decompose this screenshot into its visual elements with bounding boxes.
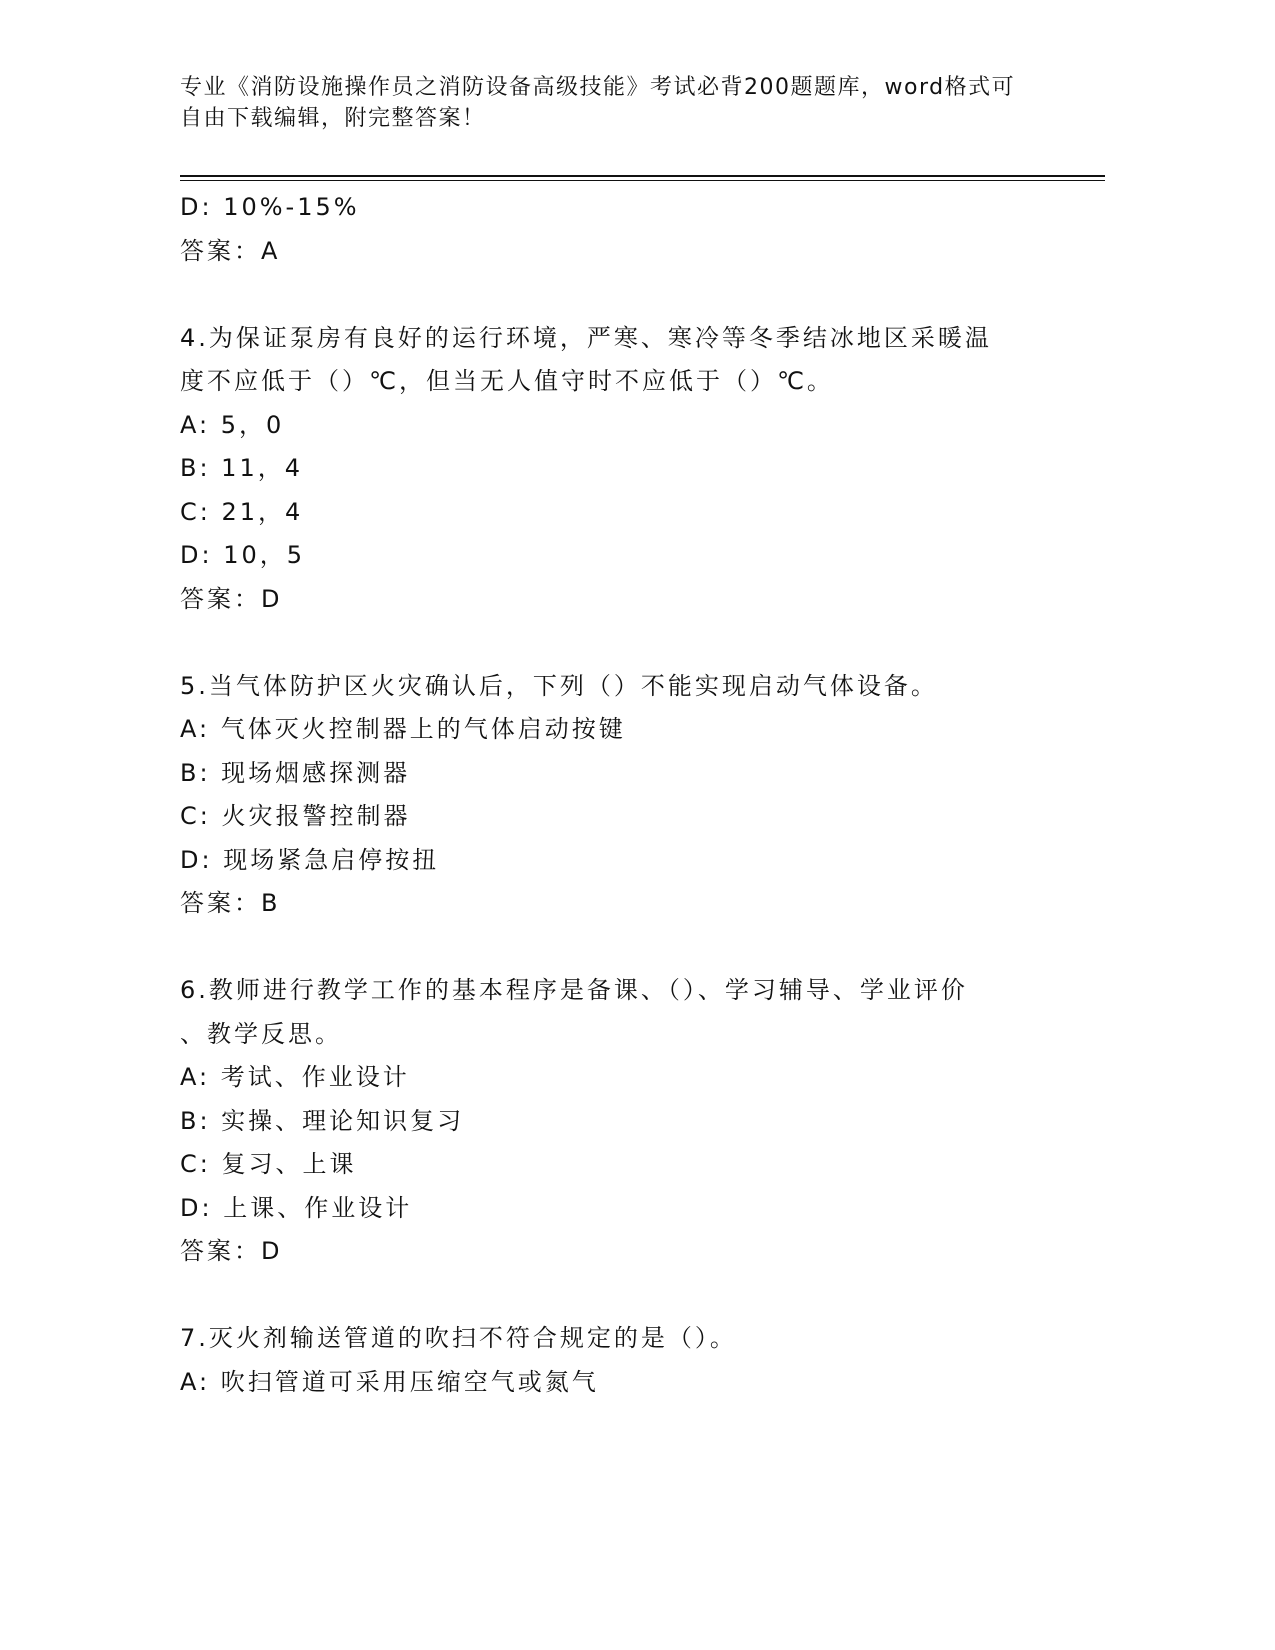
option-c: C: 21，4 <box>180 497 304 526</box>
option-b: B: 现场烟感探测器 <box>180 758 411 787</box>
header-line-1: 专业《消防设施操作员之消防设备高级技能》考试必背200题题库，word格式可 <box>180 75 1016 100</box>
header-divider-thin <box>180 180 1105 181</box>
answer-line: 答案：D <box>180 584 283 613</box>
answer-line: 答案：A <box>180 236 281 265</box>
option-d: D: 现场紧急启停按扭 <box>180 845 440 874</box>
option-d: D: 上课、作业设计 <box>180 1193 413 1222</box>
header-line-2: 自由下载编辑，附完整答案！ <box>180 106 486 131</box>
question-list <box>180 186 1040 1404</box>
spacer <box>180 273 1040 317</box>
option-d: D: 10，5 <box>180 541 306 569</box>
answer-line: 答案：B <box>180 889 281 917</box>
question-stem: 5.当气体防护区火灾确认后，下列（）不能实现启动气体设备。 <box>180 671 938 700</box>
header-divider-thick <box>180 175 1105 177</box>
question-stem: 7.灭火剂输送管道的吹扫不符合规定的是（）。 <box>180 1324 737 1352</box>
question-stem: 6.教师进行教学工作的基本程序是备课、（）、学习辅导、学业评价 <box>180 976 968 1004</box>
answer-line: 答案：D <box>180 1237 283 1265</box>
option-c: C: 火灾报警控制器 <box>180 802 411 830</box>
question-6 <box>180 969 1040 1274</box>
question-stem-cont: 度不应低于（）℃，但当无人值守时不应低于（）℃。 <box>180 367 834 395</box>
option-c: C: 复习、上课 <box>180 1150 357 1178</box>
option-a: A: 5，0 <box>180 410 285 439</box>
option-a: A: 吹扫管道可采用压缩空气或氮气 <box>180 1367 599 1396</box>
page-header <box>180 72 1040 134</box>
option-d: D: 10%-15% <box>180 193 360 221</box>
question-7 <box>180 1317 1040 1404</box>
spacer <box>180 926 1040 970</box>
spacer <box>180 621 1040 665</box>
option-b: B: 实操、理论知识复习 <box>180 1106 465 1135</box>
option-a: A: 考试、作业设计 <box>180 1063 410 1091</box>
option-b: B: 11，4 <box>180 454 303 482</box>
spacer <box>180 1274 1040 1318</box>
question-stem: 4.为保证泵房有良好的运行环境，严寒、寒冷等冬季结冰地区采暖温 <box>180 323 992 352</box>
question-4 <box>180 317 1040 622</box>
question-stem-cont: 、教学反思。 <box>180 1019 342 1048</box>
question-5 <box>180 665 1040 926</box>
option-a: A: 气体灭火控制器上的气体启动按键 <box>180 715 626 743</box>
